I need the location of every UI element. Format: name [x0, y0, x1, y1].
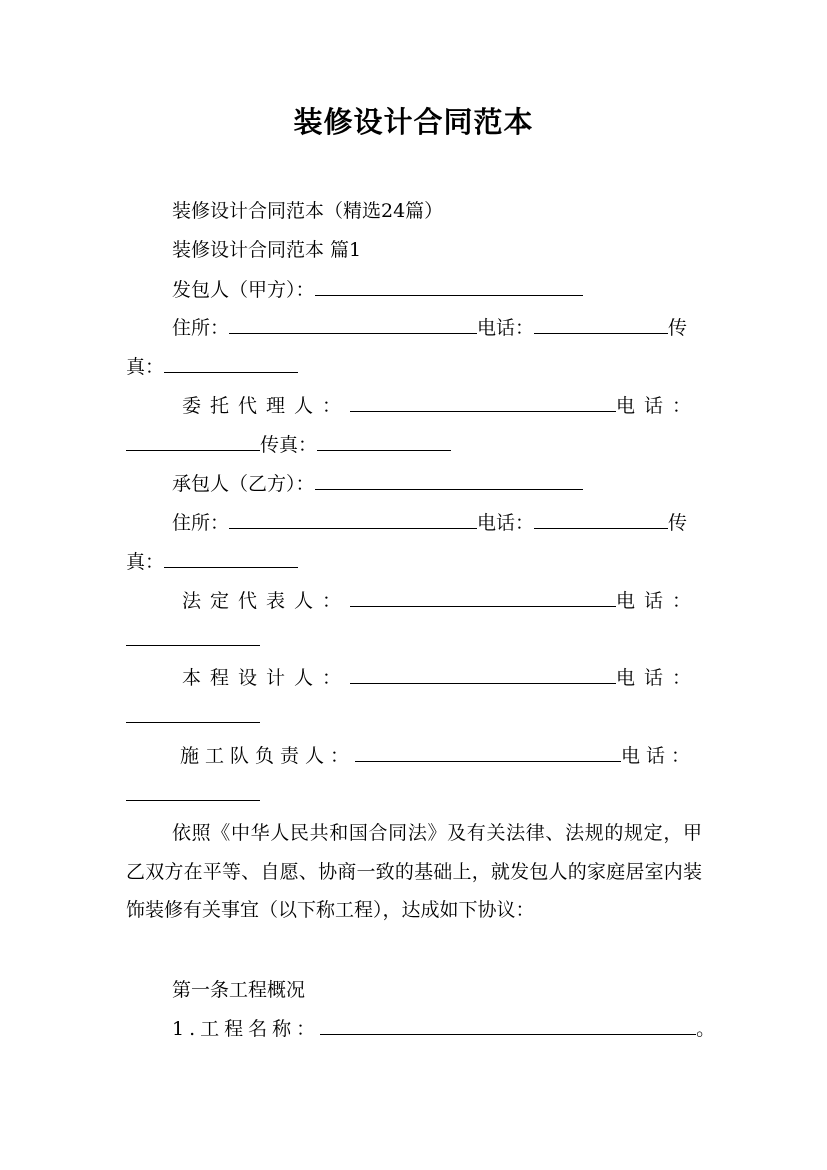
phone-blank[interactable]: [126, 627, 260, 646]
designer-blank[interactable]: [350, 665, 616, 684]
agent-contact-row: [126, 432, 451, 457]
party-a-blank[interactable]: [315, 277, 583, 296]
phone-blank[interactable]: [126, 432, 260, 451]
party-b-fax-row: [126, 549, 298, 574]
party-b-blank[interactable]: [315, 471, 583, 490]
item-1-row: [172, 1016, 715, 1041]
phone-blank[interactable]: [534, 315, 668, 334]
phone-label: 电话：: [616, 590, 701, 612]
party-a-label: 发包人（甲方）：: [172, 279, 315, 301]
phone-blank[interactable]: [126, 704, 260, 723]
party-a-row: [172, 277, 583, 302]
legal-rep-row: [182, 588, 700, 613]
team-lead-label: 施工队负责人：: [180, 745, 356, 767]
phone-label: 电话：: [616, 395, 701, 417]
address-label: 住所：: [172, 512, 230, 534]
designer-phone-row: [126, 704, 260, 729]
project-name-blank[interactable]: [320, 1016, 696, 1035]
team-lead-blank[interactable]: [355, 743, 621, 762]
agent-label: 委托代理人：: [182, 395, 351, 417]
designer-row: [182, 665, 700, 690]
fax-label: 真：: [126, 356, 165, 378]
phone-blank[interactable]: [534, 510, 668, 529]
team-lead-row: [180, 743, 696, 768]
fax-blank[interactable]: [164, 354, 298, 373]
legal-rep-label: 法定代表人：: [182, 590, 351, 612]
fax-label: 传: [668, 512, 688, 534]
fax-blank[interactable]: [317, 432, 451, 451]
section-heading: 装修设计合同范本 篇1: [172, 239, 362, 261]
phone-label: 电话：: [477, 317, 535, 339]
phone-label: 电话：: [477, 512, 535, 534]
address-label: 住所：: [172, 317, 230, 339]
phone-label: 电话：: [616, 667, 701, 689]
address-blank[interactable]: [229, 510, 477, 529]
article-1-heading: 第一条工程概况: [172, 979, 306, 1001]
party-b-label: 承包人（乙方）：: [172, 473, 315, 495]
phone-blank[interactable]: [126, 782, 260, 801]
subtitle: 装修设计合同范本（精选24篇）: [172, 200, 444, 222]
address-blank[interactable]: [229, 315, 477, 334]
fax-blank[interactable]: [164, 549, 298, 568]
fax-label: 传: [668, 317, 688, 339]
agent-row: [182, 393, 700, 418]
party-a-address-row: [172, 315, 687, 340]
fax-label: 真：: [126, 551, 165, 573]
phone-label: 电话：: [621, 745, 697, 767]
agent-blank[interactable]: [350, 393, 616, 412]
party-b-row: [172, 471, 583, 496]
legal-rep-blank[interactable]: [350, 588, 616, 607]
fax-label: 传真：: [260, 434, 318, 456]
legal-rep-phone-row: [126, 627, 260, 652]
designer-label: 本程设计人：: [182, 667, 351, 689]
party-b-address-row: [172, 510, 687, 535]
team-lead-phone-row: [126, 782, 260, 807]
item-1-end: 。: [696, 1018, 716, 1040]
party-a-fax-row: [126, 354, 298, 379]
preamble-text: 依照《中华人民共和国合同法》及有关法律、法规的规定，甲乙双方在平等、自愿、协商一致的基础上，就发包人的家庭居室内装饰装修有关事宜（以下称工程），达成如下协议：: [126, 822, 702, 921]
item-1-label: 1.工程名称：: [172, 1018, 321, 1040]
document-title: 装修设计合同范本: [293, 105, 534, 139]
preamble-paragraph: [126, 814, 702, 930]
